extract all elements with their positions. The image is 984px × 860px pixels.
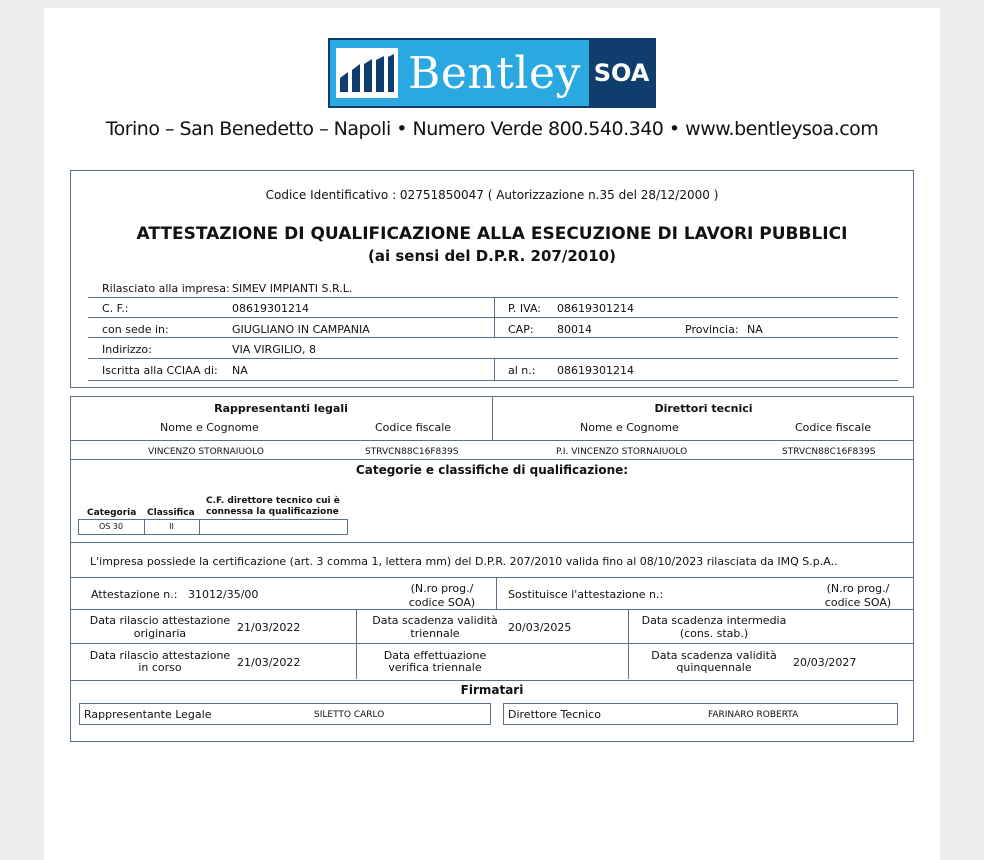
document-subtitle: (ai sensi del D.P.R. 207/2010) bbox=[368, 247, 616, 265]
rapp-nome: VINCENZO STORNAIUOLO bbox=[148, 447, 264, 457]
columns-building-icon bbox=[336, 48, 398, 98]
direttori-title: Direttori tecnici bbox=[654, 402, 753, 415]
firmatario-dir-value: FARINARO ROBERTA bbox=[708, 710, 799, 720]
scad-interm-l1: Data scadenza intermedia bbox=[641, 614, 787, 627]
attestazione-n-label: Attestazione n.: bbox=[91, 588, 178, 601]
dir-cf: STRVCN88C16F839S bbox=[782, 447, 876, 457]
firmatario-rapp-value: SILETTO CARLO bbox=[314, 710, 385, 720]
nro1-line2: codice SOA) bbox=[408, 596, 476, 609]
scad-trienn-l1: Data scadenza validità bbox=[372, 614, 498, 627]
rapp-col-cf: Codice fiscale bbox=[375, 421, 452, 434]
nro1-line1: (N.ro prog./ bbox=[410, 582, 474, 595]
col-categoria: Categoria bbox=[87, 508, 137, 518]
rilascio-corso-l1: Data rilascio attestazione bbox=[89, 649, 231, 662]
dir-nome: P.I. VINCENZO STORNAIUOLO bbox=[556, 447, 688, 457]
indirizzo-label: Indirizzo: bbox=[102, 343, 152, 356]
rapp-col-nome: Nome e Cognome bbox=[160, 421, 259, 434]
nro2-line2: codice SOA) bbox=[824, 596, 892, 609]
firmatari-title: Firmatari bbox=[460, 683, 524, 697]
scad-trienn-l2: triennale bbox=[410, 627, 460, 640]
firmatario-rapp-label: Rappresentante Legale bbox=[84, 708, 212, 721]
dir-col-cf: Codice fiscale bbox=[795, 421, 872, 434]
col-classifica: Classifica bbox=[147, 508, 195, 518]
indirizzo-value: VIA VIRGILIO, 8 bbox=[232, 343, 316, 356]
categorie-title: Categorie e classifiche di qualificazione: bbox=[355, 463, 629, 477]
scad-quinq-value: 20/03/2027 bbox=[793, 656, 857, 669]
col-cf-line2: connessa la qualificazione bbox=[206, 507, 339, 517]
attestazione-n-value: 31012/35/00 bbox=[188, 588, 259, 601]
cap-value: 80014 bbox=[557, 323, 592, 336]
rilasciato-value: SIMEV IMPIANTI S.R.L. bbox=[232, 282, 353, 295]
certificazione-text: L'impresa possiede la certificazione (art. 3 comma 1, lettera mm) del D.P.R. 207/2010 valida fino al 08/10/2023 rilasciata da IMQ S.p.A.. bbox=[90, 555, 838, 568]
cciaa-label: Iscritta alla CCIAA di: bbox=[102, 364, 218, 377]
sede-label: con sede in: bbox=[102, 323, 169, 336]
rilascio-corso-l2: in corso bbox=[138, 661, 182, 674]
rilascio-orig-l2: originaria bbox=[133, 627, 187, 640]
sostituisce-label: Sostituisce l'attestazione n.: bbox=[508, 588, 664, 601]
scad-quinq-l1: Data scadenza validità bbox=[651, 649, 777, 662]
provincia-label: Provincia: bbox=[685, 323, 739, 336]
piva-label: P. IVA: bbox=[508, 302, 542, 315]
verifica-l1: Data effettuazione bbox=[383, 649, 487, 662]
company-tagline: Torino – San Benedetto – Napoli • Numero Verde 800.540.340 • www.bentleysoa.com bbox=[105, 118, 879, 140]
sede-value: GIUGLIANO IN CAMPANIA bbox=[232, 323, 370, 336]
verifica-l2: verifica triennale bbox=[388, 661, 482, 674]
scad-trienn-value: 20/03/2025 bbox=[508, 621, 572, 634]
logo-badge: SOA bbox=[589, 40, 654, 106]
rilasciato-label: Rilasciato alla impresa: bbox=[102, 282, 230, 295]
aln-value: 08619301214 bbox=[557, 364, 634, 377]
piva-value: 08619301214 bbox=[557, 302, 634, 315]
rappresentanti-title: Rappresentanti legali bbox=[214, 402, 348, 415]
logo-wordmark: Bentley bbox=[408, 47, 581, 99]
provincia-value: NA bbox=[747, 323, 763, 336]
document-title: ATTESTAZIONE DI QUALIFICAZIONE ALLA ESECUZIONE DI LAVORI PUBBLICI bbox=[136, 224, 848, 244]
scad-interm-l2: (cons. stab.) bbox=[679, 627, 749, 640]
aln-label: al n.: bbox=[508, 364, 536, 377]
cf-label: C. F.: bbox=[102, 302, 129, 315]
bentley-logo bbox=[328, 38, 656, 108]
cf-value: 08619301214 bbox=[232, 302, 309, 315]
rilascio-corso-value: 21/03/2022 bbox=[237, 656, 301, 669]
row-categoria: OS 30 bbox=[98, 522, 124, 531]
cap-label: CAP: bbox=[508, 323, 534, 336]
rilascio-orig-value: 21/03/2022 bbox=[237, 621, 301, 634]
attestazione-header-box bbox=[70, 170, 914, 388]
scad-quinq-l2: quinquennale bbox=[676, 661, 752, 674]
rilascio-orig-l1: Data rilascio attestazione bbox=[89, 614, 231, 627]
document-page bbox=[44, 8, 940, 860]
firmatario-dir-label: Direttore Tecnico bbox=[508, 708, 601, 721]
col-cf-line1: C.F. direttore tecnico cui è bbox=[206, 496, 340, 506]
nro2-line1: (N.ro prog./ bbox=[826, 582, 890, 595]
row-classifica: II bbox=[169, 522, 174, 531]
rapp-cf: STRVCN88C16F839S bbox=[365, 447, 459, 457]
cciaa-value: NA bbox=[232, 364, 248, 377]
dir-col-nome: Nome e Cognome bbox=[580, 421, 679, 434]
codice-identificativo: Codice Identificativo : 02751850047 ( Autorizzazione n.35 del 28/12/2000 ) bbox=[265, 188, 719, 202]
